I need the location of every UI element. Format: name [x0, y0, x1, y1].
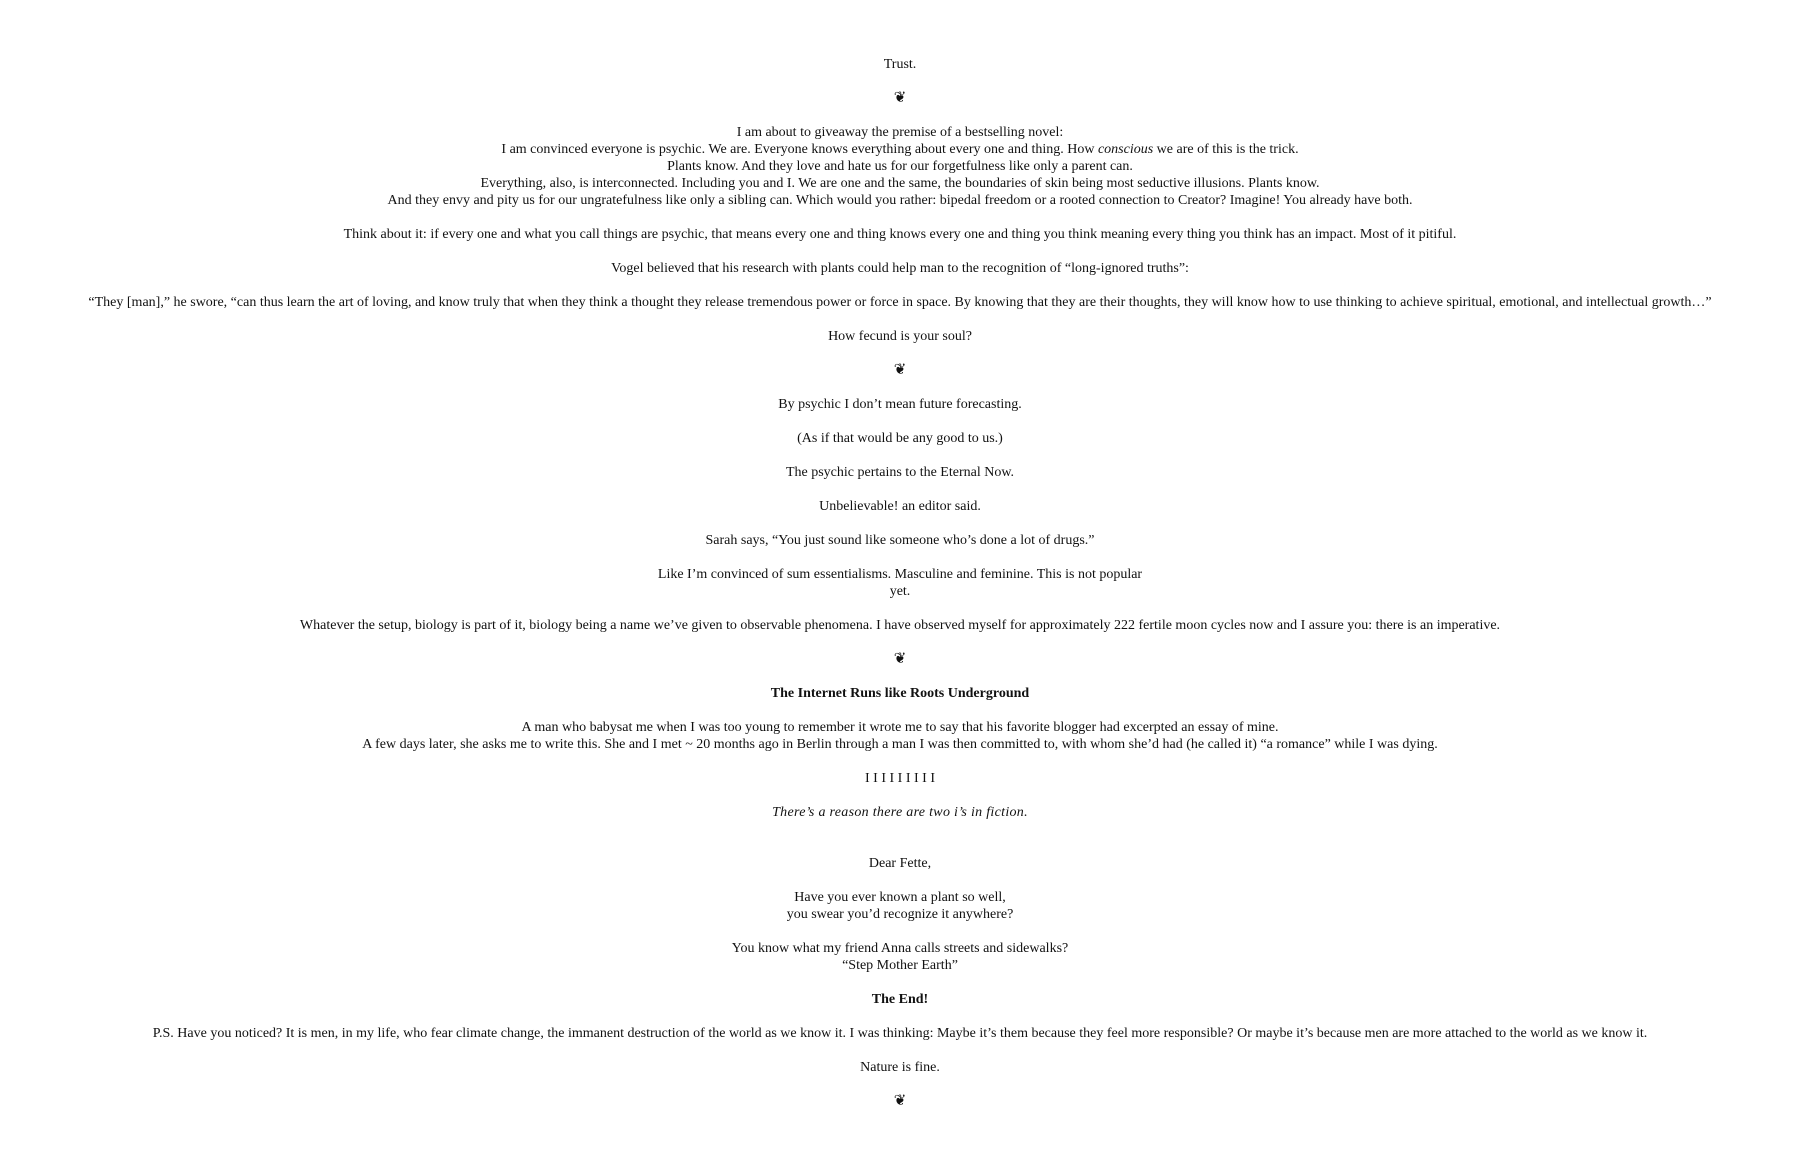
babysat-line-2: A few days later, she asks me to write this. She and I met ~ 20 months ago in Berlin through a man I was then committed to, with whom she’d had (he called it) “a romance” while I was dying. [362, 737, 1438, 752]
anna-line-1: You know what my friend Anna calls streets and sidewalks? [731, 941, 1069, 956]
vogel-text: Vogel believed that his research with plants could help man to the recognition of “long-ignored truths”: [611, 261, 1189, 276]
two-is-paragraph [0, 804, 1800, 821]
eyes-text: I I I I I I I I I [865, 771, 935, 786]
premise-line-5: And they envy and pity us for our ungratefulness like only a sibling can. Which would you rather: bipedal freedom or a rooted connection to Creator? Imagine! You already have both. [387, 193, 1413, 208]
eternal-now-paragraph [0, 464, 1800, 481]
plant-line-2: you swear you’d recognize it anywhere? [786, 907, 1014, 922]
premise-line-2 [0, 141, 1800, 158]
salutation-text: Dear Fette, [868, 856, 932, 871]
anna-line-2: “Step Mother Earth” [842, 958, 958, 973]
fleuron-divider-icon: ❦ [893, 651, 907, 667]
by-psychic-text: By psychic I don’t mean future forecasting. [778, 397, 1022, 412]
premise-emphasis: conscious [1097, 142, 1154, 157]
eyes-paragraph [0, 770, 1800, 787]
trust-text: Trust. [883, 57, 917, 72]
nature-paragraph [0, 1059, 1800, 1076]
plant-line-1: Have you ever known a plant so well, [794, 890, 1006, 905]
think-paragraph [0, 226, 1800, 243]
ps-text: P.S. Have you noticed? It is men, in my life, who fear climate change, the immanent destruction of the world as we know it. I was thinking: Maybe it’s them because they feel more responsible? Or maybe it’s because men are more attached to the world as we know it. [152, 1026, 1648, 1041]
eternal-now-text: The psychic pertains to the Eternal Now. [785, 465, 1015, 480]
fleuron-divider-icon: ❦ [893, 1093, 907, 1109]
nature-text: Nature is fine. [860, 1060, 940, 1075]
quote-text: “They [man],” he swore, “can thus learn the art of loving, and know truly that when they think a thought they release tremendous power or force in space. By knowing that they are their thoughts, they will know how to use thinking to achieve spiritual, emotional, and intellectual growth…” [88, 295, 1712, 310]
quote-paragraph [0, 294, 1800, 311]
whatever-text: Whatever the setup, biology is part of it, biology being a name we’ve given to observable phenomena. I have observed myself for approximately 222 fertile moon cycles now and I assure you: there is an imperative. [299, 618, 1501, 633]
plant-paragraph [0, 889, 1800, 923]
unbelievable-text: Unbelievable! an editor said. [819, 499, 981, 514]
babysat-paragraph [0, 719, 1800, 753]
like-im-line-2: yet. [889, 584, 911, 599]
the-end-heading: The End! [871, 992, 929, 1007]
the-end-block [0, 991, 1800, 1008]
trust-paragraph [0, 56, 1800, 73]
as-if-text: (As if that would be any good to us.) [797, 431, 1003, 446]
premise-line-2-end: we are of this is the trick. [1153, 142, 1299, 157]
vogel-paragraph [0, 260, 1800, 277]
fecund-text: How fecund is your soul? [828, 329, 972, 344]
by-psychic-paragraph [0, 396, 1800, 413]
premise-line-3: Plants know. And they love and hate us for our forgetfulness like only a parent can. [667, 159, 1133, 174]
sarah-paragraph [0, 532, 1800, 549]
like-im-line-1: Like I’m convinced of sum essentialisms. Masculine and feminine. This is not popular [657, 567, 1143, 582]
two-is-text: There’s a reason there are two i’s in fiction. [772, 805, 1028, 820]
dear-paragraph [0, 855, 1800, 872]
premise-line-4: Everything, also, is interconnected. Including you and I. We are one and the same, the boundaries of skin being most seductive illusions. Plants know. [480, 176, 1320, 191]
premise-paragraph [0, 124, 1800, 209]
premise-line-2-start: I am convinced everyone is psychic. We are. Everyone knows everything about every one and thing. How [501, 142, 1098, 157]
premise-line-1: I am about to giveaway the premise of a bestselling novel: [736, 125, 1064, 140]
fleuron-divider-icon: ❦ [893, 90, 907, 106]
as-if-paragraph [0, 430, 1800, 447]
whatever-paragraph [0, 617, 1800, 634]
unbelievable-paragraph [0, 498, 1800, 515]
sarah-text: Sarah says, “You just sound like someone who’s done a lot of drugs.” [705, 533, 1095, 548]
fecund-paragraph [0, 328, 1800, 345]
section-heading: The Internet Runs like Roots Underground [770, 686, 1030, 701]
think-text: Think about it: if every one and what you call things are psychic, that means every one and thing knows every one and thing you think meaning every thing you think has an impact. Most of it pitiful. [343, 227, 1457, 242]
ps-paragraph [0, 1025, 1800, 1042]
section-heading-block [0, 685, 1800, 702]
fleuron-divider-icon: ❦ [893, 362, 907, 378]
anna-paragraph [0, 940, 1800, 974]
babysat-line-1: A man who babysat me when I was too young to remember it wrote me to say that his favorite blogger had excerpted an essay of mine. [521, 720, 1279, 735]
like-im-paragraph [0, 566, 1800, 600]
document-body [0, 56, 1800, 1127]
